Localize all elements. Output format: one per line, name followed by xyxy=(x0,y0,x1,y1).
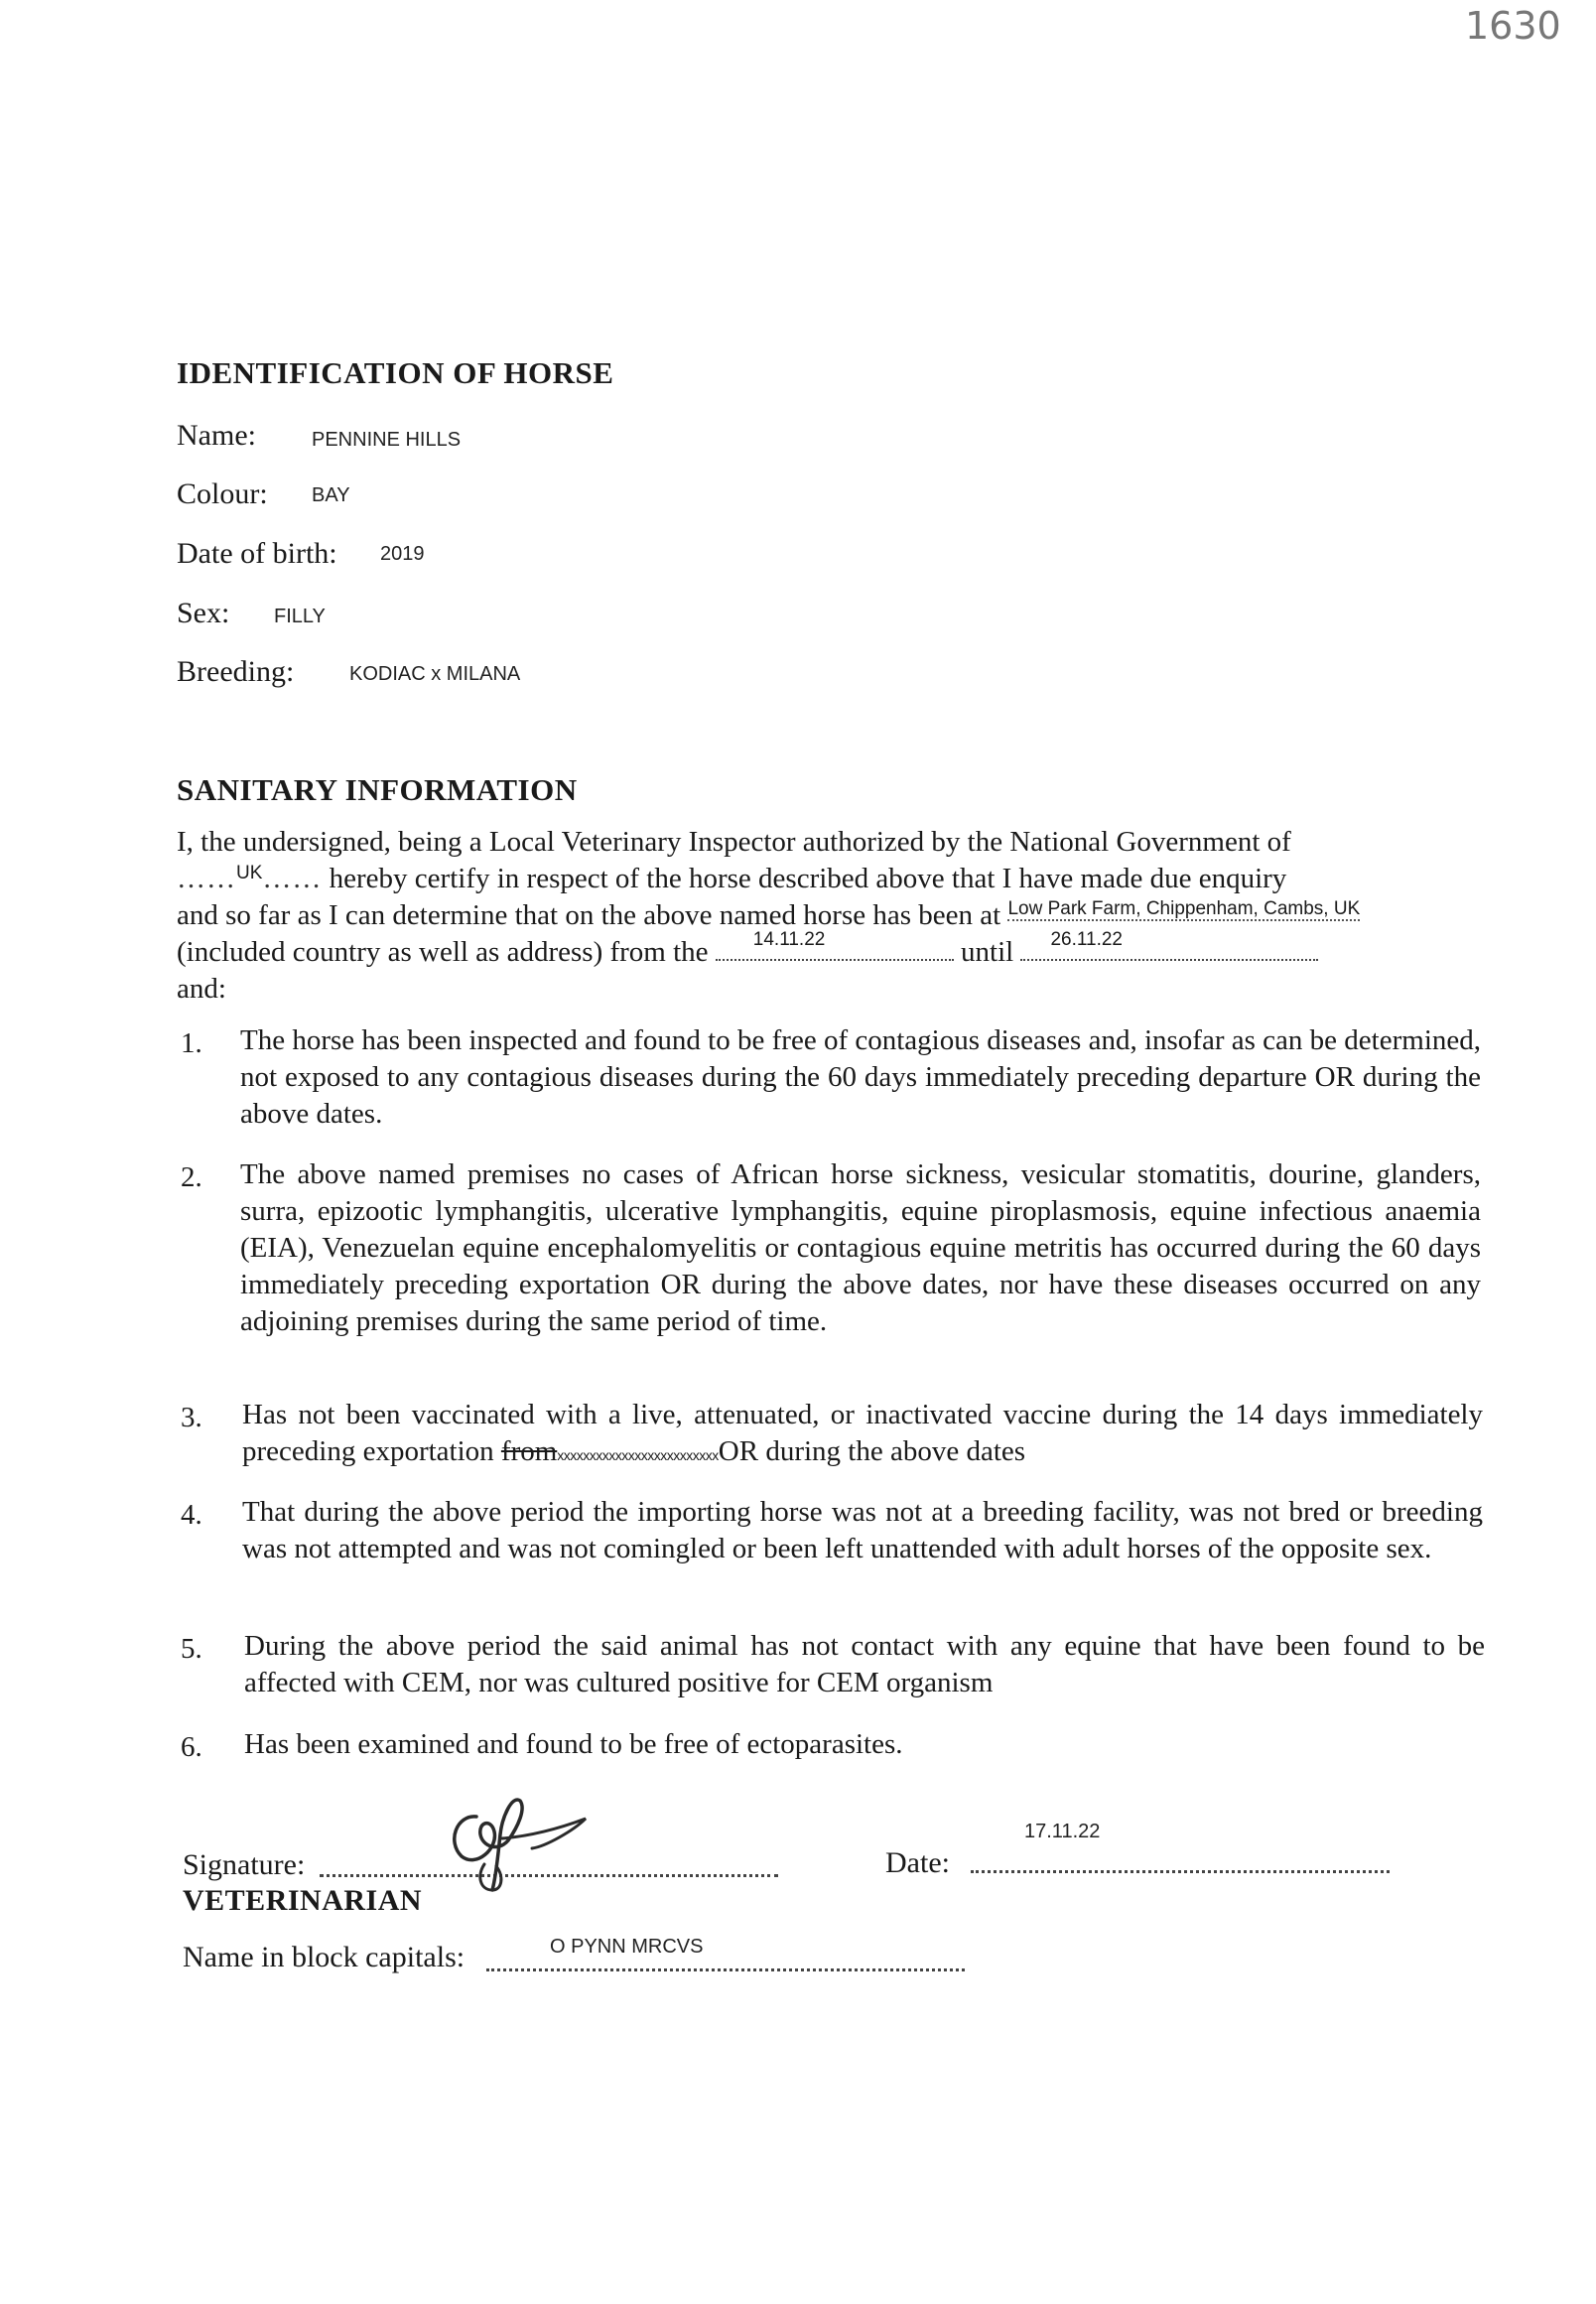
breeding-label: Breeding: xyxy=(177,655,295,688)
sanitary-line-3-text: and so far as I can determine that on the above named horse has been at xyxy=(177,899,1008,931)
item-number: 2. xyxy=(181,1161,202,1193)
sanitary-line-4-text: (included country as well as address) from the xyxy=(177,936,716,968)
item-text: During the above period the said animal has not contact with any equine that have been found to be affected with CEM, nor was cultured positive for CEM organism xyxy=(244,1630,1485,1698)
block-capitals-line xyxy=(486,1968,965,1971)
colour-value: BAY xyxy=(312,484,350,506)
crossout-marks: xxxxxxxxxxxxxxxxxxxxxxxxx xyxy=(557,1447,719,1463)
sanitary-line-1: I, the undersigned, being a Local Veterinary Inspector authorized by the National Government of xyxy=(177,826,1291,858)
block-capitals-value: O PYNN MRCVS xyxy=(550,1936,704,1958)
until-text: until xyxy=(953,936,1021,968)
address-value: Low Park Farm, Chippenham, Cambs, UK xyxy=(1007,898,1361,919)
item-number: 3. xyxy=(181,1402,202,1433)
dots: …… xyxy=(177,863,236,894)
item-3-text-a: Has not been vaccinated with a live, attenuated, or inactivated vaccine during the 14 days immediately preceding exportation xyxy=(242,1399,1483,1467)
signature-mark xyxy=(437,1787,605,1896)
veterinarian-label: VETERINARIAN xyxy=(183,1884,423,1917)
name-value: PENNINE HILLS xyxy=(312,429,462,451)
dob-value: 2019 xyxy=(380,543,425,565)
dob-label: Date of birth: xyxy=(177,537,337,570)
item-number: 4. xyxy=(181,1499,202,1531)
struck-word: from xyxy=(500,1435,558,1467)
date-until-value: 26.11.22 xyxy=(1050,929,1124,950)
sanitary-line-4 xyxy=(177,929,1318,971)
sanitary-line-2 xyxy=(177,861,1286,900)
date-until-field xyxy=(1020,929,1318,961)
sanitary-line-5: and: xyxy=(177,973,226,1005)
breeding-value: KODIAC x MILANA xyxy=(349,663,521,685)
country-value: UK xyxy=(236,863,263,883)
identification-heading: IDENTIFICATION OF HORSE xyxy=(177,355,614,390)
item-text: The above named premises no cases of African horse sickness, vesicular stomatitis, dourine, glanders, surra, epizootic lymphangitis, ulcerative lymphangitis, equine piroplasmosis, equine infectious anaemia (EIA), Venezuelan equine encephalomyelitis or contagious equine metritis has occurred during the 60 days immediately preceding exportation OR during the above dates, nor have these diseases occurred on any adjoining premises during the same period of time. xyxy=(240,1158,1481,1337)
sex-label: Sex: xyxy=(177,597,230,629)
item-3-text-b: OR during the above dates xyxy=(718,1435,1026,1467)
dots: …… xyxy=(262,863,323,894)
date-line xyxy=(971,1870,1390,1873)
date-value: 17.11.22 xyxy=(1024,1821,1101,1842)
item-number: 6. xyxy=(181,1731,202,1763)
signature-label: Signature: xyxy=(183,1848,306,1881)
date-from-field xyxy=(716,929,954,961)
sanitary-heading: SANITARY INFORMATION xyxy=(177,772,578,807)
sex-value: FILLY xyxy=(274,606,326,627)
page-number: 1630 xyxy=(1465,4,1561,48)
item-text xyxy=(242,1397,1483,1474)
item-number: 1. xyxy=(181,1027,202,1059)
date-from-value: 14.11.22 xyxy=(752,929,826,950)
item-text: That during the above period the importing horse was not at a breeding facility, was not bred or breeding was not attempted and was not comingled or been left unattended with adult horses of the opposite sex. xyxy=(242,1496,1483,1564)
name-label: Name: xyxy=(177,419,256,452)
sanitary-line-2-text: hereby certify in respect of the horse described above that I have made due enquiry xyxy=(322,863,1287,894)
block-capitals-label: Name in block capitals: xyxy=(183,1941,466,1973)
item-text: The horse has been inspected and found to be free of contagious diseases and, insofar as can be determined, not exposed to any contagious diseases during the 60 days immediately preceding departure OR during the above dates. xyxy=(240,1024,1481,1130)
item-text: Has been examined and found to be free of ectoparasites. xyxy=(244,1728,903,1760)
date-label: Date: xyxy=(885,1846,950,1879)
item-number: 5. xyxy=(181,1633,202,1665)
colour-label: Colour: xyxy=(177,477,268,510)
